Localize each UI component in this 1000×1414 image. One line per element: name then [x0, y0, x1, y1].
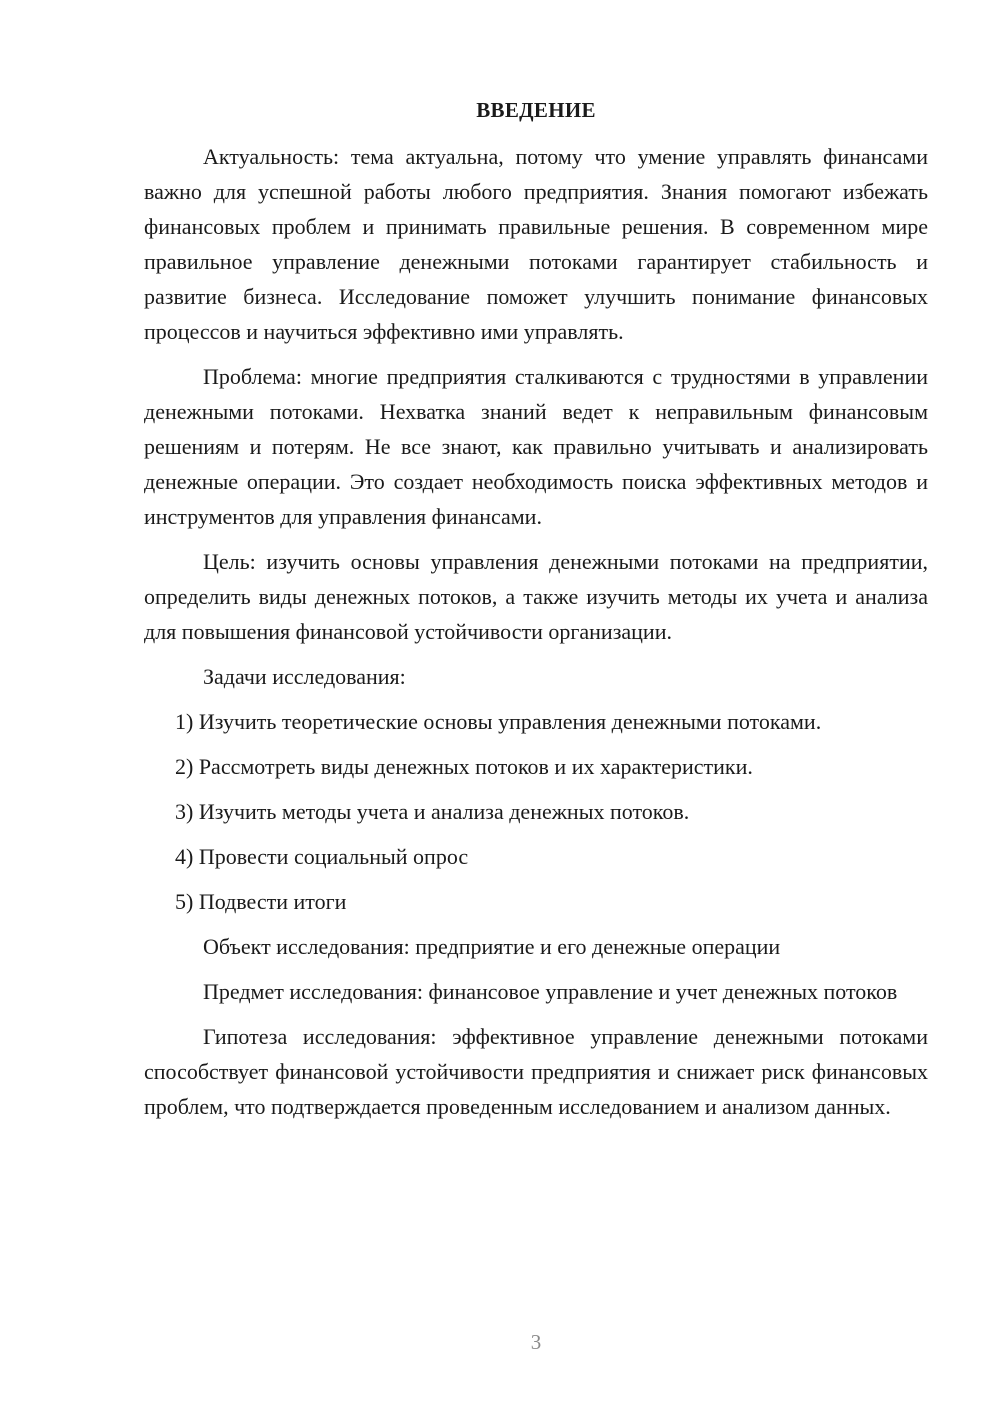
goal-paragraph: Цель: изучить основы управления денежными потоками на предприятии, определить виды денежных потоков, а также изучить методы их учета и анализа для повышения финансовой устойчивости организации. [144, 549, 928, 644]
problem-paragraph: Проблема: многие предприятия сталкиваются с трудностями в управлении денежными потоками. Нехватка знаний ведет к неправильным финансовым решениям и потерям. Не все знают, как правильно учитывать и анализировать денежные операции. Это создает необходимость поиска эффективных методов и инструментов для управления финансами. [144, 364, 928, 529]
section-heading: ВВЕДЕНИЕ [476, 98, 596, 122]
list-item: 4) Провести социальный опрос [175, 844, 469, 869]
page-content [144, 90, 928, 1134]
object-paragraph: Объект исследования: предприятие и его денежные операции [203, 934, 781, 959]
relevance-paragraph: Актуальность: тема актуальна, потому что умение управлять финансами важно для успешной работы любого предприятия. Знания помогают избежать финансовых проблем и принимать правильные решения. В современном мире правильное управление денежными потоками гарантирует стабильность и развитие бизнеса. Исследование поможет улучшить понимание финансовых процессов и научиться эффективно ими управлять. [144, 144, 928, 344]
subject-paragraph: Предмет исследования: финансовое управление и учет денежных потоков [203, 979, 898, 1004]
list-item: 2) Рассмотреть виды денежных потоков и их характеристики. [175, 754, 753, 779]
tasks-list [144, 704, 928, 919]
list-item: 3) Изучить методы учета и анализа денежных потоков. [175, 799, 690, 824]
list-item: 1) Изучить теоретические основы управления денежными потоками. [175, 709, 822, 734]
list-item: 5) Подвести итоги [175, 889, 347, 914]
hypothesis-paragraph: Гипотеза исследования: эффективное управление денежными потоками способствует финансовой устойчивости предприятия и снижает риск финансовых проблем, что подтверждается проведенным исследованием и анализом данных. [144, 1024, 928, 1119]
page-number: 3 [530, 1330, 542, 1354]
tasks-title: Задачи исследования: [203, 664, 406, 689]
